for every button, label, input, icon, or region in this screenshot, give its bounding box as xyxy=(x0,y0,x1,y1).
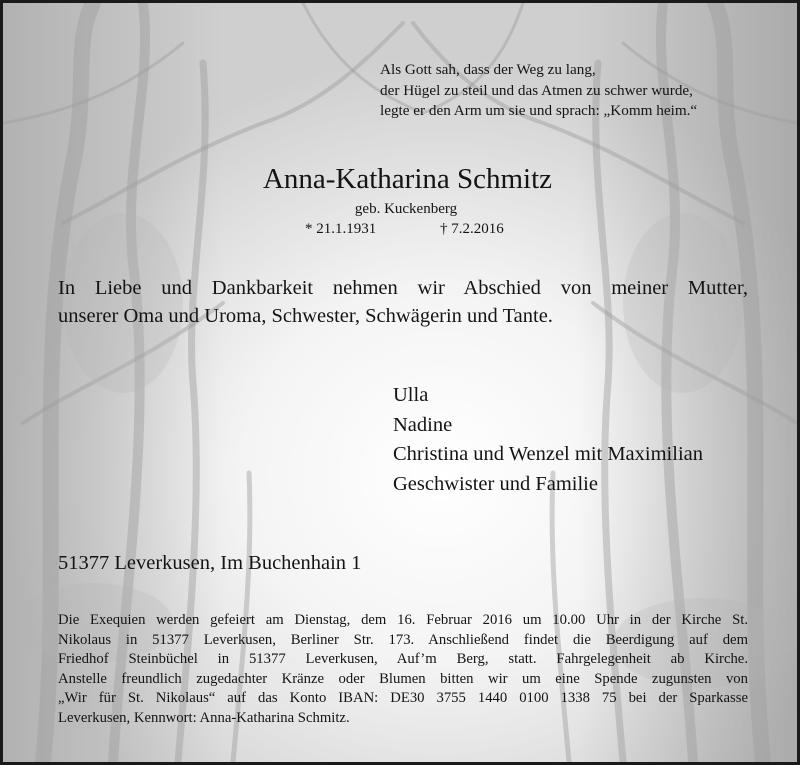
farewell-line: In Liebe und Dankbarkeit nehmen wir Abschied von meiner Mutter, xyxy=(58,277,748,299)
details-line: Nikolaus in 51377 Leverkusen, Berliner Str. 173. Anschließend findet die Beerdigung auf dem xyxy=(58,631,748,648)
family-address: 51377 Leverkusen, Im Buchenhain 1 xyxy=(58,552,362,574)
details-line: Friedhof Steinbüchel in 51377 Leverkusen, Auf’m Berg, statt. Fahrgelegenheit ab Kirche. xyxy=(58,651,748,668)
details-line: Anstelle freundlich zugedachter Kränze oder Blumen bitten wir um eine Spende zugunsten von xyxy=(58,670,748,687)
details-line: Leverkusen, Kennwort: Anna-Katharina Schmitz. xyxy=(58,709,350,726)
mourners-list xyxy=(393,381,793,499)
deceased-name: Anna-Katharina Schmitz xyxy=(262,163,553,195)
poem-line: legte er den Arm um sie und sprach: „Komm heim.“ xyxy=(380,102,698,119)
poem-line: Als Gott sah, dass der Weg zu lang, xyxy=(380,61,596,78)
details-line: Die Exequien werden gefeiert am Dienstag, dem 16. Februar 2016 um 10.00 Uhr in der Kirche St. xyxy=(58,612,748,628)
birth-name: geb. Kuckenberg xyxy=(354,201,458,217)
farewell-line: unserer Oma und Uroma, Schwester, Schwägerin und Tante. xyxy=(58,305,553,327)
mourner: Nadine xyxy=(393,413,453,436)
poem-line: der Hügel zu steil und das Atmen zu schwer wurde, xyxy=(380,81,693,99)
birth-date: * 21.1.1931 xyxy=(305,221,377,237)
mourner: Geschwister und Familie xyxy=(393,472,598,495)
funeral-details xyxy=(58,611,748,729)
mourner: Ulla xyxy=(393,384,429,406)
details-line: „Wir für St. Nikolaus“ auf das Konto IBAN: DE30 3755 1440 0100 1338 75 bei der Sparkasse xyxy=(58,690,748,707)
farewell-text xyxy=(58,274,748,330)
poem xyxy=(380,60,790,122)
death-date: † 7.2.2016 xyxy=(440,221,504,237)
mourner: Christina und Wenzel mit Maximilian xyxy=(393,443,703,465)
